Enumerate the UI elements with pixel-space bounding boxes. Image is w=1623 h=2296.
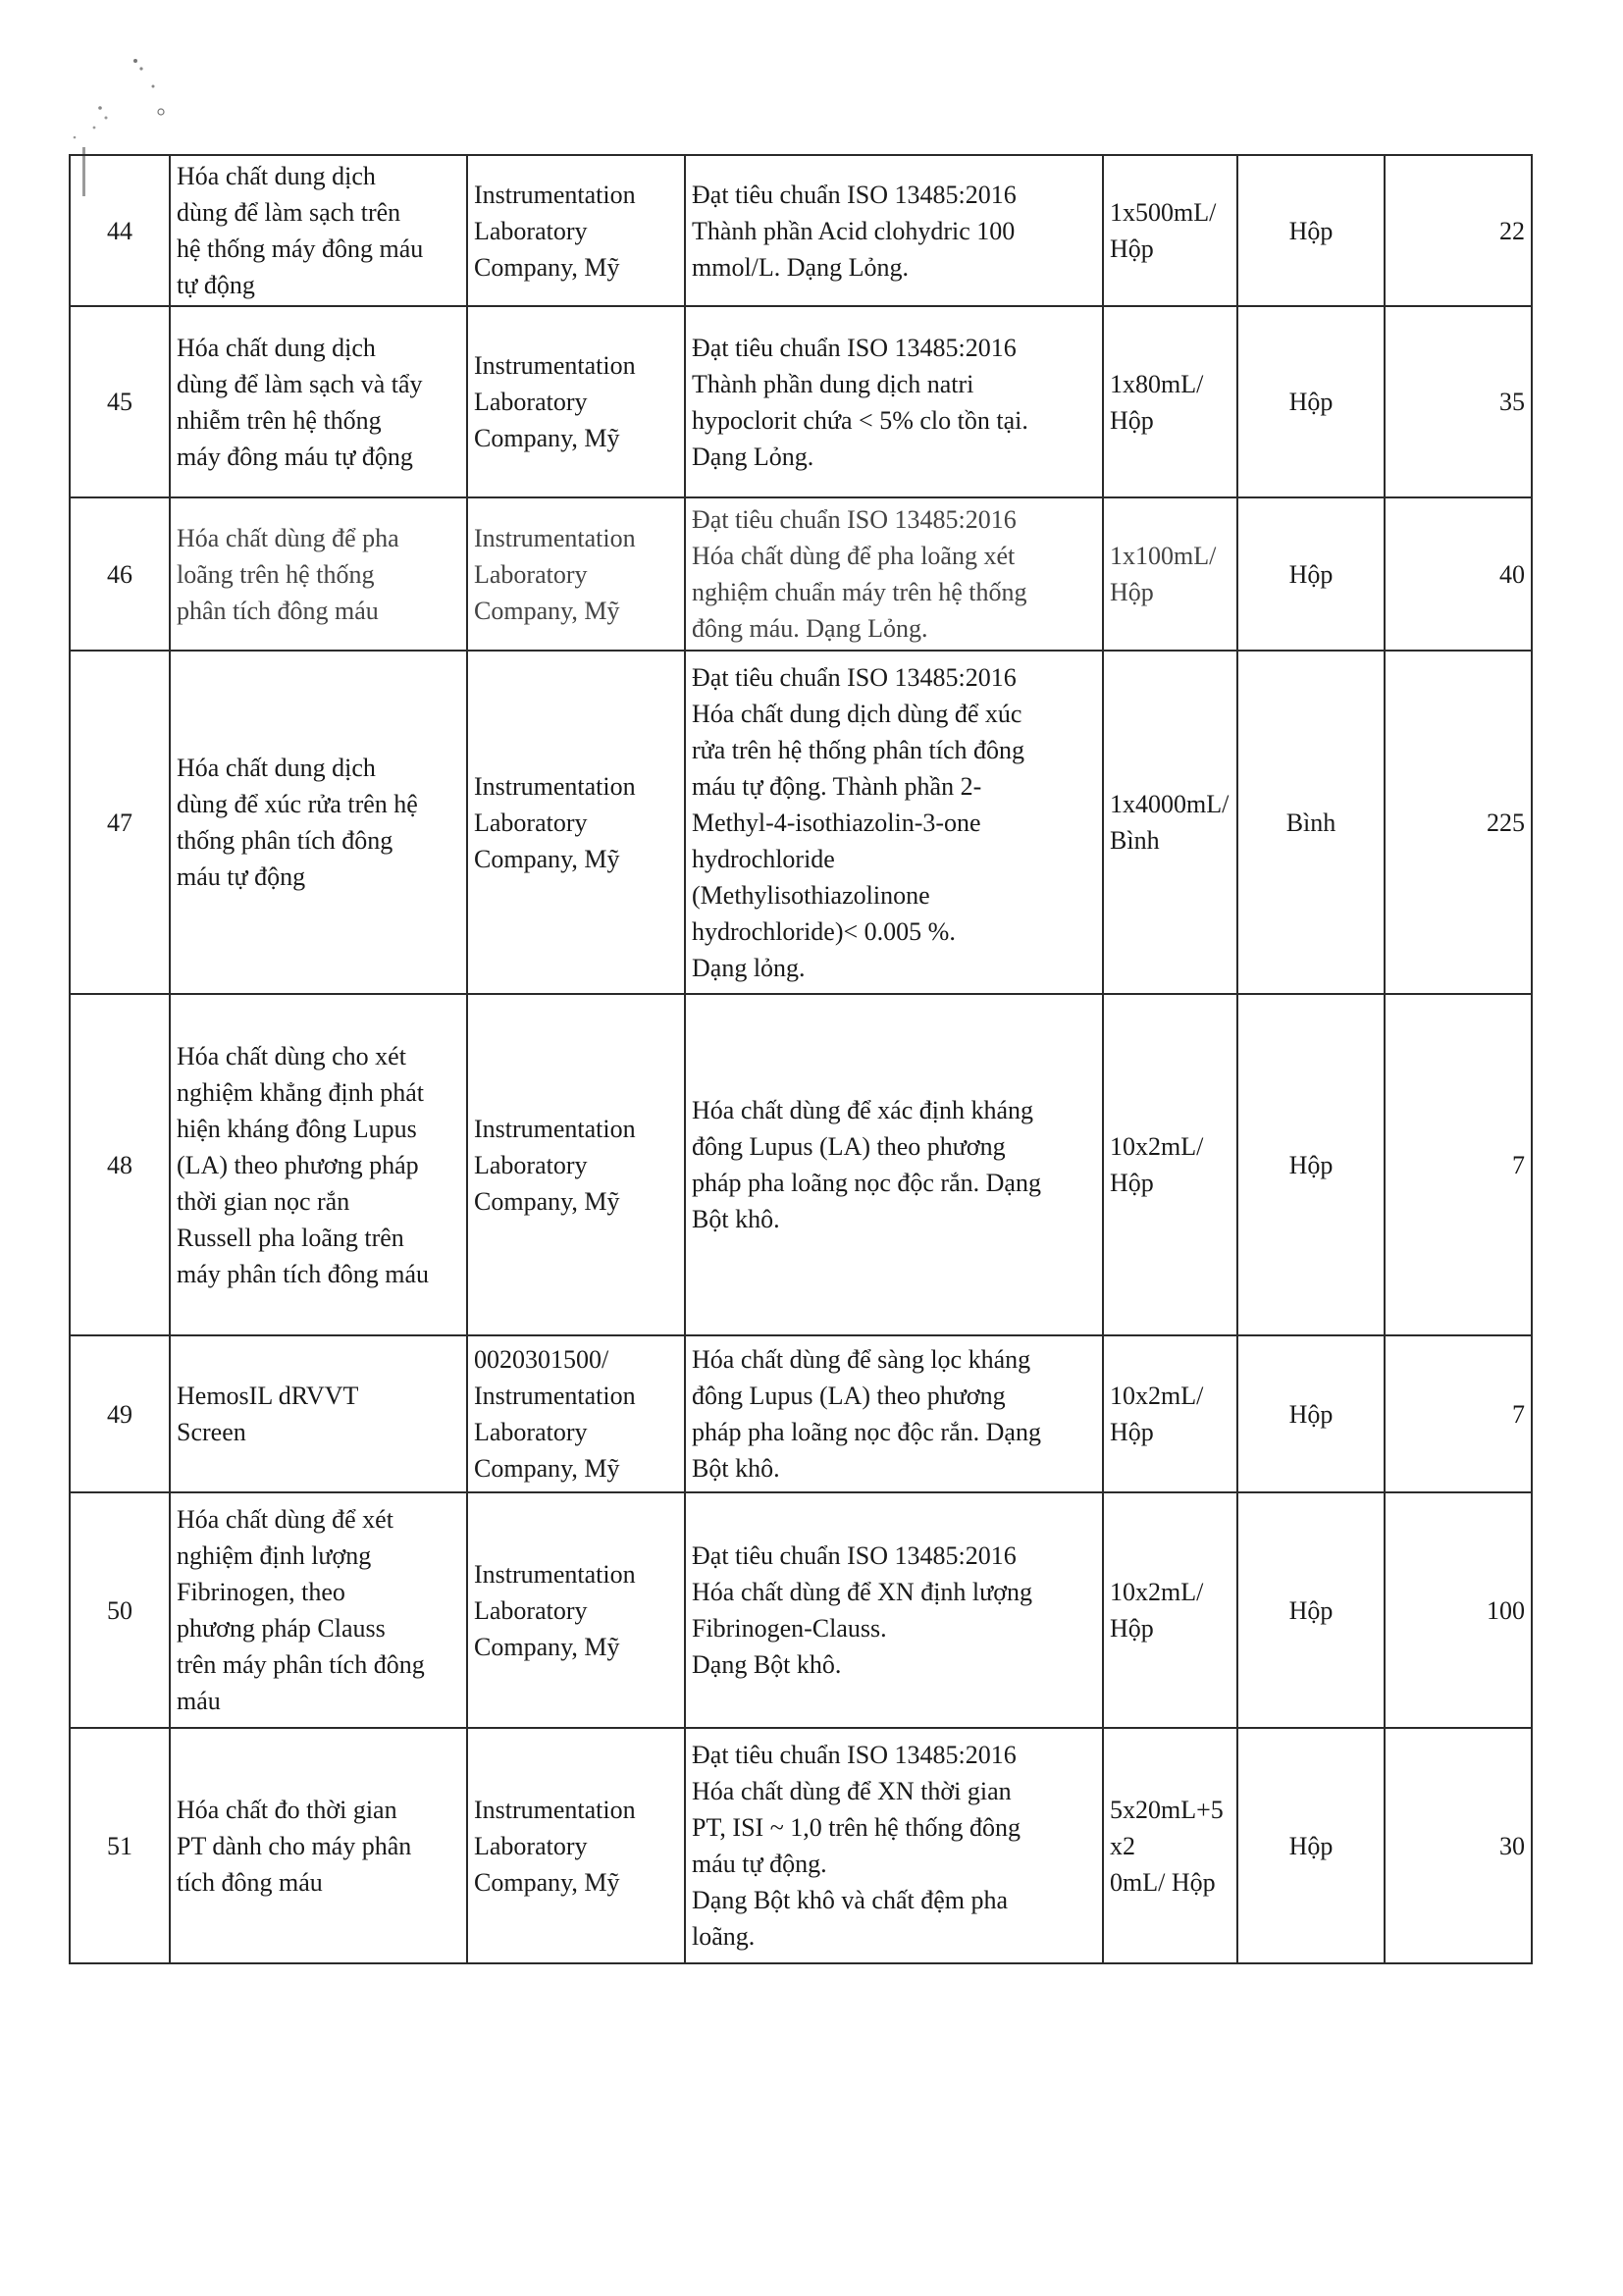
item-specification: Hóa chất dùng để sàng lọc kháng đông Lupus (LA) theo phương pháp pha loãng nọc độc rắn. Dạng Bột khô. — [685, 1335, 1103, 1492]
item-number: 44 — [70, 155, 170, 306]
item-packaging: 10x2mL/ Hộp — [1103, 1492, 1237, 1728]
item-name: HemosIL dRVVT Screen — [170, 1335, 467, 1492]
item-number: 50 — [70, 1492, 170, 1728]
item-manufacturer: Instrumentation Laboratory Company, Mỹ — [467, 497, 685, 651]
item-unit: Hộp — [1237, 1492, 1385, 1728]
item-quantity: 7 — [1385, 1335, 1532, 1492]
item-specification: Đạt tiêu chuẩn ISO 13485:2016 Thành phần dung dịch natri hypoclorit chứa < 5% clo tồn tại. Dạng Lỏng. — [685, 306, 1103, 497]
item-unit: Hộp — [1237, 1335, 1385, 1492]
item-manufacturer: 0020301500/ Instrumentation Laboratory Company, Mỹ — [467, 1335, 685, 1492]
item-packaging: 1x100mL/ Hộp — [1103, 497, 1237, 651]
item-packaging: 1x80mL/ Hộp — [1103, 306, 1237, 497]
item-name: Hóa chất dùng để xét nghiệm định lượng Fibrinogen, theo phương pháp Clauss trên máy phân tích đông máu — [170, 1492, 467, 1728]
item-name: Hóa chất dung dịch dùng để xúc rửa trên hệ thống phân tích đông máu tự động — [170, 651, 467, 994]
item-specification: Đạt tiêu chuẩn ISO 13485:2016 Hóa chất dung dịch dùng để xúc rửa trên hệ thống phân tích đông máu tự động. Thành phần 2- Methyl-4-isothiazolin-3-one hydrochloride (Methylisothiazolinone hydrochloride)< 0.005 %. Dạng lỏng. — [685, 651, 1103, 994]
item-manufacturer: Instrumentation Laboratory Company, Mỹ — [467, 306, 685, 497]
item-manufacturer: Instrumentation Laboratory Company, Mỹ — [467, 994, 685, 1335]
item-unit: Hộp — [1237, 497, 1385, 651]
table-row — [70, 1492, 1532, 1728]
item-unit: Hộp — [1237, 1728, 1385, 1963]
item-specification: Hóa chất dùng để xác định kháng đông Lupus (LA) theo phương pháp pha loãng nọc độc rắn. Dạng Bột khô. — [685, 994, 1103, 1335]
item-quantity: 35 — [1385, 306, 1532, 497]
item-number: 45 — [70, 306, 170, 497]
item-number: 49 — [70, 1335, 170, 1492]
item-unit: Bình — [1237, 651, 1385, 994]
item-packaging: 5x20mL+5x2 0mL/ Hộp — [1103, 1728, 1237, 1963]
item-number: 48 — [70, 994, 170, 1335]
item-name: Hóa chất dùng để pha loãng trên hệ thống phân tích đông máu — [170, 497, 467, 651]
item-specification: Đạt tiêu chuẩn ISO 13485:2016 Hóa chất dùng để pha loãng xét nghiệm chuẩn máy trên hệ thống đông máu. Dạng Lỏng. — [685, 497, 1103, 651]
item-unit: Hộp — [1237, 306, 1385, 497]
table-row — [70, 994, 1532, 1335]
item-number: 51 — [70, 1728, 170, 1963]
table-row — [70, 1335, 1532, 1492]
item-unit: Hộp — [1237, 994, 1385, 1335]
item-name: Hóa chất đo thời gian PT dành cho máy phân tích đông máu — [170, 1728, 467, 1963]
item-name: Hóa chất dung dịch dùng để làm sạch trên hệ thống máy đông máu tự động — [170, 155, 467, 306]
item-manufacturer: Instrumentation Laboratory Company, Mỹ — [467, 1492, 685, 1728]
item-manufacturer: Instrumentation Laboratory Company, Mỹ — [467, 1728, 685, 1963]
item-packaging: 1x4000mL/ Bình — [1103, 651, 1237, 994]
table-row — [70, 1728, 1532, 1963]
item-number: 47 — [70, 651, 170, 994]
table-row — [70, 497, 1532, 651]
item-quantity: 30 — [1385, 1728, 1532, 1963]
item-quantity: 225 — [1385, 651, 1532, 994]
table-row — [70, 651, 1532, 994]
item-quantity: 7 — [1385, 994, 1532, 1335]
item-name: Hóa chất dung dịch dùng để làm sạch và tẩy nhiễm trên hệ thống máy đông máu tự động — [170, 306, 467, 497]
chemical-items-table — [69, 154, 1533, 1964]
item-manufacturer: Instrumentation Laboratory Company, Mỹ — [467, 155, 685, 306]
item-specification: Đạt tiêu chuẩn ISO 13485:2016 Thành phần Acid clohydric 100 mmol/L. Dạng Lỏng. — [685, 155, 1103, 306]
item-packaging: 10x2mL/ Hộp — [1103, 994, 1237, 1335]
table-row — [70, 155, 1532, 306]
item-unit: Hộp — [1237, 155, 1385, 306]
table-row — [70, 306, 1532, 497]
item-manufacturer: Instrumentation Laboratory Company, Mỹ — [467, 651, 685, 994]
item-specification: Đạt tiêu chuẩn ISO 13485:2016 Hóa chất dùng để XN định lượng Fibrinogen-Clauss. Dạng Bột khô. — [685, 1492, 1103, 1728]
item-packaging: 1x500mL/ Hộp — [1103, 155, 1237, 306]
item-number: 46 — [70, 497, 170, 651]
item-quantity: 40 — [1385, 497, 1532, 651]
item-quantity: 100 — [1385, 1492, 1532, 1728]
item-name: Hóa chất dùng cho xét nghiệm khẳng định phát hiện kháng đông Lupus (LA) theo phương pháp thời gian nọc rắn Russell pha loãng trên máy phân tích đông máu — [170, 994, 467, 1335]
item-packaging: 10x2mL/ Hộp — [1103, 1335, 1237, 1492]
item-specification: Đạt tiêu chuẩn ISO 13485:2016 Hóa chất dùng để XN thời gian PT, ISI ~ 1,0 trên hệ thống đông máu tự động. Dạng Bột khô và chất đệm pha loãng. — [685, 1728, 1103, 1963]
item-quantity: 22 — [1385, 155, 1532, 306]
